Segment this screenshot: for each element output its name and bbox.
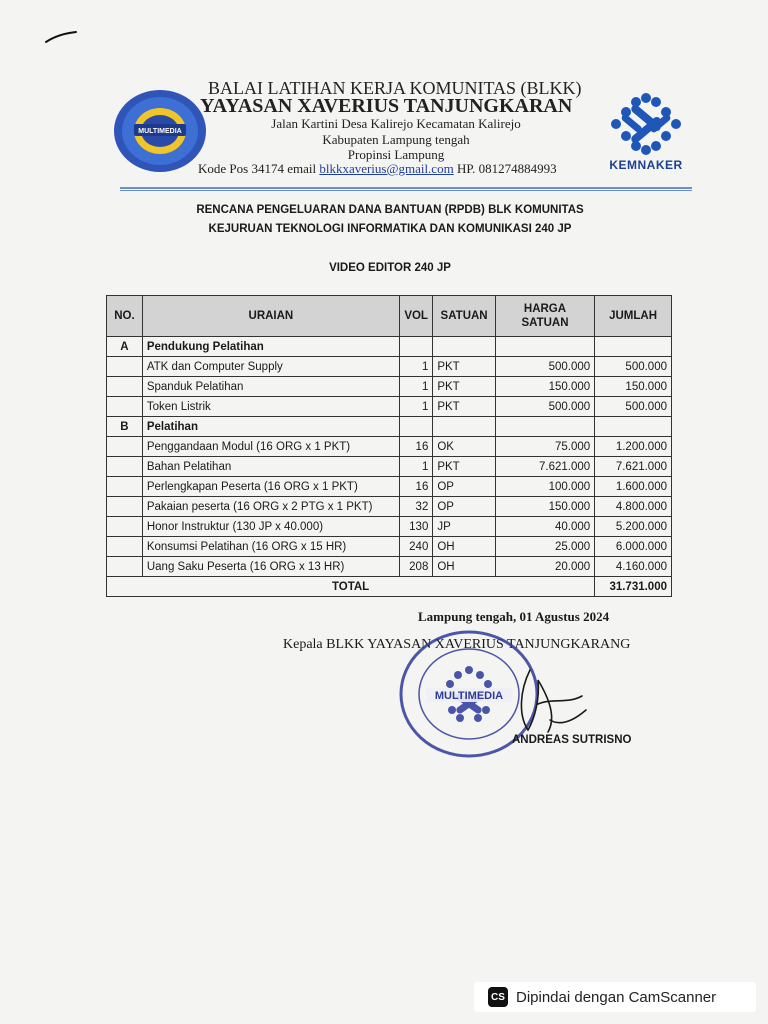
cell-no (107, 537, 143, 557)
signature-place-date: Lampung tengah, 01 Agustus 2024 (418, 609, 610, 624)
cell-no (107, 517, 143, 537)
cell-uraian: Spanduk Pelatihan (142, 377, 399, 397)
cell-uraian: Token Listrik (142, 397, 399, 417)
cell-harga: 75.000 (495, 437, 594, 457)
cell-jumlah: 1.600.000 (595, 477, 672, 497)
foundation-name: YAYASAN XAVERIUS TANJUNGKARAN (200, 95, 573, 117)
cell-empty (399, 337, 432, 357)
kemnaker-label: KEMNAKER (609, 158, 683, 172)
cell-harga: 500.000 (495, 397, 594, 417)
address-line-2: Kabupaten Lampung tengah (322, 132, 470, 147)
email-link[interactable]: blkkxaverius@gmail.com (319, 161, 454, 176)
cell-jumlah: 6.000.000 (595, 537, 672, 557)
pen-mark (44, 30, 78, 44)
signatory-name: ANDREAS SUTRISNO (512, 734, 632, 746)
address-line-3: Propinsi Lampung (347, 147, 445, 162)
header-satuan: SATUAN (433, 296, 495, 337)
signature-role: Kepala BLKK YAYASAN XAVERIUS TANJUNGKARANG (283, 637, 631, 652)
cell-uraian: Honor Instruktur (130 JP x 40.000) (142, 517, 399, 537)
cell-harga: 500.000 (495, 357, 594, 377)
cell-vol: 1 (399, 357, 432, 377)
cell-jumlah: 4.800.000 (595, 497, 672, 517)
cell-empty (495, 417, 594, 437)
cell-satuan: PKT (433, 397, 495, 417)
header-harga-satuan (495, 296, 594, 337)
document-subtitle: VIDEO EDITOR 240 JP (329, 262, 451, 274)
cell-no (107, 377, 143, 397)
cell-harga: 150.000 (495, 377, 594, 397)
cell-vol: 240 (399, 537, 432, 557)
handwritten-signature (490, 660, 590, 740)
letterhead-rule-thin (120, 190, 692, 191)
svg-text:MULTIMEDIA: MULTIMEDIA (434, 690, 504, 702)
cell-satuan: JP (433, 517, 495, 537)
cell-satuan: PKT (433, 457, 495, 477)
cell-uraian: ATK dan Computer Supply (142, 357, 399, 377)
institution-name: BALAI LATIHAN KERJA KOMUNITAS (BLKK) (208, 78, 582, 98)
cell-harga: 100.000 (495, 477, 594, 497)
camscanner-badge (474, 982, 756, 1012)
cell-jumlah: 500.000 (595, 357, 672, 377)
cell-harga: 40.000 (495, 517, 594, 537)
total-value: 31.731.000 (595, 577, 672, 597)
group-name: Pendukung Pelatihan (142, 337, 399, 357)
budget-table (106, 295, 672, 597)
cell-harga: 25.000 (495, 537, 594, 557)
cell-jumlah: 4.160.000 (595, 557, 672, 577)
table-row (107, 457, 672, 477)
cell-empty (433, 417, 495, 437)
total-label: TOTAL (107, 577, 595, 597)
header-no: NO. (107, 296, 143, 337)
cell-no (107, 477, 143, 497)
cell-harga: 7.621.000 (495, 457, 594, 477)
cell-vol: 208 (399, 557, 432, 577)
contact-prefix: Kode Pos 34174 email (198, 161, 317, 176)
table-row (107, 477, 672, 497)
cell-no (107, 357, 143, 377)
group-row (107, 417, 672, 437)
cell-uraian: Bahan Pelatihan (142, 457, 399, 477)
contact-line (198, 161, 557, 177)
header-jumlah: JUMLAH (595, 296, 672, 337)
document-title-line-2: KEJURUAN TEKNOLOGI INFORMATIKA DAN KOMUNIKASI 240 JP (208, 223, 572, 235)
table-header-row (107, 296, 672, 337)
camscanner-icon: CS (488, 987, 508, 1007)
cell-uraian: Perlengkapan Peserta (16 ORG x 1 PKT) (142, 477, 399, 497)
header-harga-line1: HARGA (523, 303, 567, 315)
table-row (107, 437, 672, 457)
cell-uraian: Uang Saku Peserta (16 ORG x 13 HR) (142, 557, 399, 577)
cell-empty (595, 417, 672, 437)
cell-vol: 130 (399, 517, 432, 537)
cell-satuan: OK (433, 437, 495, 457)
cell-harga: 20.000 (495, 557, 594, 577)
document-title-line-1: RENCANA PENGELUARAN DANA BANTUAN (RPDB) BLK KOMUNITAS (196, 204, 584, 216)
letterhead-rule (120, 187, 692, 189)
cell-no (107, 457, 143, 477)
header-vol: VOL (399, 296, 432, 337)
address-line-1: Jalan Kartini Desa Kalirejo Kecamatan Kalirejo (271, 116, 521, 131)
cell-no (107, 397, 143, 417)
table-row (107, 497, 672, 517)
table-row (107, 357, 672, 377)
cell-satuan: PKT (433, 377, 495, 397)
cell-satuan: OP (433, 497, 495, 517)
cell-uraian: Konsumsi Pelatihan (16 ORG x 15 HR) (142, 537, 399, 557)
cell-satuan: PKT (433, 357, 495, 377)
group-no: A (107, 337, 143, 357)
cell-jumlah: 150.000 (595, 377, 672, 397)
table-row (107, 397, 672, 417)
cell-vol: 16 (399, 437, 432, 457)
cell-harga: 150.000 (495, 497, 594, 517)
phone-number: HP. 081274884993 (456, 161, 557, 176)
cell-vol: 1 (399, 397, 432, 417)
cell-no (107, 437, 143, 457)
cell-satuan: OH (433, 557, 495, 577)
table-row (107, 517, 672, 537)
cell-vol: 1 (399, 377, 432, 397)
cell-satuan: OP (433, 477, 495, 497)
group-no: B (107, 417, 143, 437)
cell-no (107, 497, 143, 517)
svg-text:MULTIMEDIA: MULTIMEDIA (138, 128, 182, 135)
group-name: Pelatihan (142, 417, 399, 437)
table-row (107, 537, 672, 557)
cell-empty (433, 337, 495, 357)
cell-uraian: Penggandaan Modul (16 ORG x 1 PKT) (142, 437, 399, 457)
cell-vol: 1 (399, 457, 432, 477)
cell-vol: 32 (399, 497, 432, 517)
cell-satuan: OH (433, 537, 495, 557)
header-uraian: URAIAN (142, 296, 399, 337)
cell-jumlah: 7.621.000 (595, 457, 672, 477)
table-row (107, 557, 672, 577)
cell-jumlah: 500.000 (595, 397, 672, 417)
cell-no (107, 557, 143, 577)
total-row (107, 577, 672, 597)
group-row (107, 337, 672, 357)
cell-empty (495, 337, 594, 357)
cell-empty (399, 417, 432, 437)
camscanner-text: Dipindai dengan CamScanner (516, 988, 717, 1006)
cell-jumlah: 5.200.000 (595, 517, 672, 537)
cell-uraian: Pakaian peserta (16 ORG x 2 PTG x 1 PKT) (142, 497, 399, 517)
table-row (107, 377, 672, 397)
blkk-logo (112, 88, 208, 174)
cell-empty (595, 337, 672, 357)
cell-vol: 16 (399, 477, 432, 497)
header-harga-line2: SATUAN (521, 317, 569, 329)
cell-jumlah: 1.200.000 (595, 437, 672, 457)
